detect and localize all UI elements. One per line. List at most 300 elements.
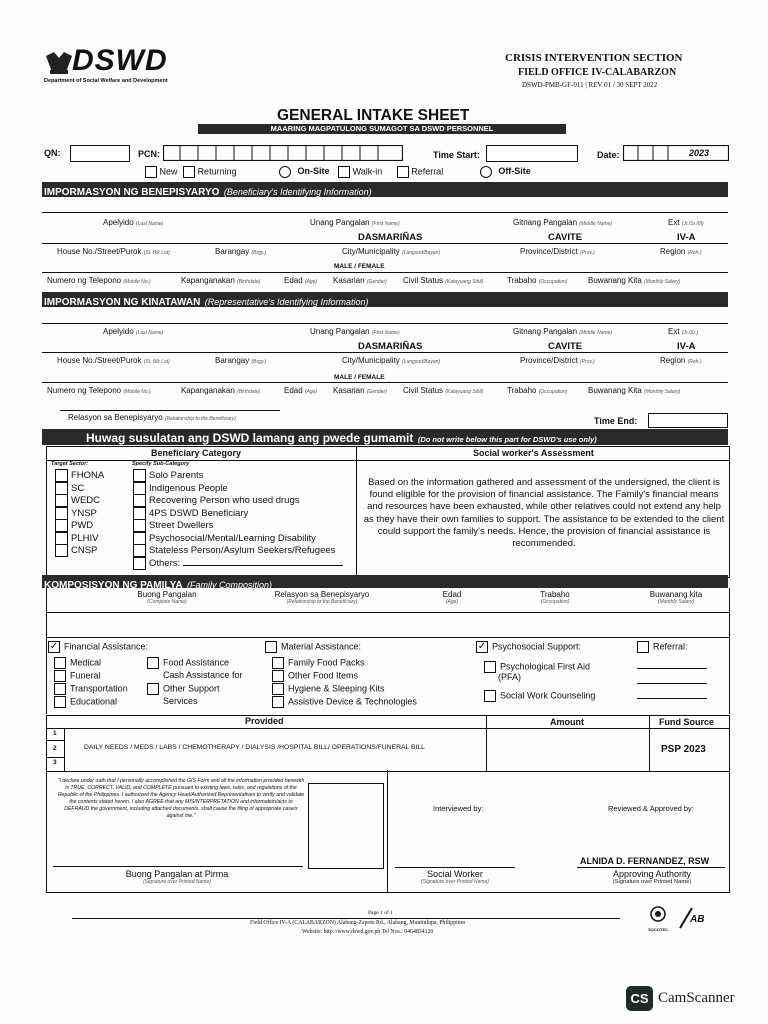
reviewed-by: Reviewed & Approved by:	[608, 804, 694, 813]
rep-kasarian	[333, 386, 387, 395]
ben-region-value: IV-A	[677, 232, 696, 243]
provided-table	[46, 715, 730, 772]
ben-contact-line	[42, 272, 728, 273]
ma-family-food	[272, 657, 417, 670]
ma-hygiene	[272, 683, 417, 696]
client-sig-sub: (Signature over Printed Name)	[143, 879, 211, 885]
ben-house	[57, 247, 170, 256]
rep-house-en: (St. Blk Lot)	[143, 359, 170, 365]
psychosocial-checkbox[interactable]: ✓	[477, 641, 487, 652]
onsite-radio[interactable]	[279, 166, 291, 178]
rep-city-label: City/Municipality	[342, 356, 400, 365]
ben-city	[342, 247, 440, 256]
subcat-street-checkbox[interactable]	[133, 519, 146, 532]
sector-cnsp-checkbox[interactable]	[55, 544, 68, 557]
sector-sc	[55, 482, 104, 495]
ben-trabaho	[507, 276, 567, 285]
subcat-indigenous-label: Indigenous People	[149, 482, 228, 494]
rep-relasyon-line	[60, 410, 280, 411]
ben-unang	[310, 218, 400, 227]
ben-apelyido-en: (Last Name)	[135, 221, 164, 227]
ps-pfa-label: Psychological First Aid	[500, 661, 591, 672]
ben-ext-en: (Jr./Sr./III)	[681, 221, 704, 227]
ben-unang-en: (First Name)	[371, 221, 400, 227]
approver-name: ALNIDA D. FERNANDEZ, RSW	[580, 856, 710, 866]
ben-ext	[668, 218, 704, 227]
ben-kasarian-label: Kasarian	[333, 276, 365, 285]
rep-gitnang	[513, 327, 612, 336]
sector-wedc-label: WEDC	[71, 495, 101, 507]
subcat-psychosocial-checkbox[interactable]	[133, 532, 146, 545]
sector-fhona	[55, 469, 104, 482]
rep-unang	[310, 327, 400, 336]
ben-house-label: House No./Street/Purok	[57, 247, 142, 256]
fa-educational-checkbox[interactable]	[54, 696, 66, 708]
ben-gitnang-en: (Middle Name)	[579, 221, 613, 227]
qn-label: QN:	[44, 148, 61, 158]
referral-checkbox[interactable]	[397, 166, 409, 178]
food-group	[147, 657, 243, 709]
fa-food-checkbox[interactable]	[147, 657, 159, 669]
rep-barangay-label: Barangay	[215, 356, 250, 365]
fa-funeral	[54, 670, 128, 683]
row-num-2: 2	[53, 745, 57, 752]
rep-barangay-en: (Brgy.)	[251, 359, 267, 365]
rep-civil	[403, 386, 483, 395]
psychosocial-group	[476, 641, 581, 654]
rep-barangay	[215, 356, 266, 365]
onsite-label: On-Site	[297, 166, 330, 177]
date-input[interactable]	[623, 145, 729, 161]
offsite-label: Off-Site	[498, 166, 531, 177]
sector-cnsp	[55, 544, 104, 557]
subcat-4ps	[133, 507, 343, 520]
subcat-recovering	[133, 494, 343, 507]
aa-sig-line	[577, 867, 725, 868]
family-col-name-sub: (Complete Name)	[147, 599, 187, 605]
rep-name-line	[42, 323, 728, 324]
row-num-3: 3	[53, 759, 57, 766]
sector-pwd-checkbox[interactable]	[55, 519, 68, 532]
ben-region-label: Region	[660, 247, 686, 256]
referral-assistance	[637, 641, 688, 654]
aa-sig-sub: (Signature over Printed Name)	[612, 879, 692, 885]
subcat-others-checkbox[interactable]	[133, 557, 146, 570]
ps-swc-checkbox[interactable]	[484, 690, 496, 702]
fa-other-support-label: Other Support	[163, 683, 220, 694]
financial-group	[48, 641, 148, 654]
ben-province-label: Province/District	[520, 247, 578, 256]
rep-city	[342, 356, 440, 365]
returning-checkbox[interactable]	[183, 166, 195, 178]
sector-ynsp-label: YNSP	[71, 507, 97, 519]
camscanner-watermark	[626, 986, 758, 1012]
time-end-label: Time End:	[594, 416, 638, 426]
family-col-relasyon	[237, 590, 407, 605]
rep-kita-en: (Monthly Salary)	[644, 389, 681, 395]
ma-assistive	[272, 696, 417, 709]
date-year: 2023	[689, 148, 710, 158]
subcat-4ps-label: 4PS DSWD Beneficiary	[149, 507, 249, 519]
ma-other-food	[272, 670, 417, 683]
subcat-stateless-label: Stateless Person/Asylum Seekers/Refugees	[149, 545, 336, 557]
crisis-section: CRISIS INTERVENTION SECTION	[505, 52, 683, 64]
rep-apelyido-label: Apelyido	[103, 327, 134, 336]
rep-trabaho	[507, 386, 567, 395]
aa-sig-label	[577, 869, 727, 885]
family-col-relasyon-label: Relasyon sa Benepisyaryo	[274, 590, 370, 599]
family-col-kita-sub: (Monthly Salary)	[657, 599, 695, 605]
sector-plhiv-label: PLHIV	[71, 532, 99, 544]
rep-telepono	[47, 386, 151, 395]
ps-swc	[484, 690, 595, 703]
material-label: Material Assistance:	[281, 641, 362, 652]
fa-educational	[54, 696, 128, 709]
sig-divider	[387, 770, 388, 892]
rep-unang-en: (First Name)	[371, 330, 400, 336]
ben-house-en: (St. Blk Lot)	[143, 250, 170, 256]
subcat-recovering-label: Recovering Person who used drugs	[149, 495, 300, 507]
target-sector-label: Target Sector:	[51, 461, 89, 467]
rep-civil-label: Civil Status	[403, 386, 444, 395]
family-bar-title: KOMPOSISYON NG PAMILYA	[44, 580, 183, 591]
fa-transportation-label: Transportation	[70, 683, 128, 694]
ps-pfa	[484, 661, 595, 672]
ps-pfa2	[484, 672, 595, 690]
fa-other-support-checkbox[interactable]	[147, 683, 159, 695]
fa-transportation-checkbox[interactable]	[54, 683, 66, 695]
rep-region-value: IV-A	[677, 341, 696, 352]
dswd-only-en: (Do not write below this part for DSWD's use only)	[417, 435, 597, 444]
ben-kita	[588, 276, 680, 285]
ben-apelyido	[103, 218, 163, 227]
provided-row-line	[47, 757, 64, 758]
sector-ynsp	[55, 507, 104, 520]
financial-label: Financial Assistance:	[64, 641, 149, 652]
signature-section	[46, 770, 730, 893]
sector-wedc	[55, 494, 104, 507]
ben-kapanganakan-label: Kapanganakan	[181, 276, 235, 285]
pcn-cells	[163, 145, 403, 161]
sector-pwd	[55, 519, 104, 532]
thumbmark-box[interactable]	[308, 783, 384, 869]
category-divider	[356, 447, 357, 577]
subtitle-bar	[198, 124, 566, 134]
client-sig-line	[53, 866, 303, 867]
ben-region	[660, 247, 702, 256]
ma-family-food-checkbox[interactable]	[272, 657, 284, 669]
form-code: DSWD-PMB-GF-011 | REV 01 / 30 SEPT 2022	[522, 81, 658, 89]
walkin-checkbox[interactable]	[338, 166, 350, 178]
subcat-others-label: Others:	[149, 557, 181, 569]
ps-pfa-checkbox[interactable]	[484, 661, 496, 673]
time-start-label: Time Start:	[433, 150, 480, 160]
beneficiary-bar	[42, 182, 728, 197]
subtitle-text: MAARING MAGPATULONG SUMAGOT SA DSWD PERSONNEL	[270, 124, 494, 133]
material-group	[265, 641, 361, 654]
ben-unang-label: Unang Pangalan	[310, 218, 370, 227]
fa-food	[147, 657, 243, 670]
subcat-recovering-checkbox[interactable]	[133, 494, 146, 507]
ben-province	[520, 247, 595, 256]
fa-medical-checkbox[interactable]	[54, 657, 66, 669]
ben-civil-label: Civil Status	[403, 276, 444, 285]
ben-barangay	[215, 247, 266, 256]
rep-address-line	[42, 352, 728, 353]
provided-col-line	[649, 716, 650, 771]
family-col-kita	[631, 590, 721, 605]
psychosocial-sub-group	[484, 661, 595, 703]
subcat-street-label: Street Dwellers	[149, 520, 214, 532]
dswd-logo-text: DSWD	[72, 44, 168, 77]
interviewed-by: Interviewed by:	[433, 804, 484, 813]
rep-house	[57, 356, 170, 365]
subcat-psychosocial	[133, 532, 343, 545]
rep-relasyon-label: Relasyon sa Benepisyaryo	[68, 413, 163, 422]
rep-province-value: CAVITE	[548, 341, 583, 352]
assessment-text: Based on the information gathered and assessment of the undersigned, the client is found eligible for the provision of financial assistance. The Family's financial means and resources have been exhausted, while other relatives could not extend any help as they have their own families to support. The assistance to be extended to the client could support the family's needs. Hence, the provision of financial assistance is recommended.	[363, 477, 725, 550]
rep-gitnang-label: Gitnang Pangalan	[513, 327, 578, 336]
fa-other-support	[147, 683, 243, 696]
family-col-name-label: Buong Pangalan	[137, 590, 197, 599]
beneficiary-bar-en: (Beneficiary's Identifying Information)	[223, 187, 372, 197]
sw-sig-sub: (Signature over Printed Name)	[421, 879, 489, 885]
footer-website: Website: http://www.dswd.gov.ph Tel Nos.: 0464834120	[302, 929, 434, 935]
rep-edad-label: Edad	[284, 386, 303, 395]
provided-header: Provided	[245, 716, 284, 726]
sector-sc-checkbox[interactable]	[55, 482, 68, 495]
ma-assistive-checkbox[interactable]	[272, 696, 284, 708]
ma-other-food-checkbox[interactable]	[272, 670, 284, 682]
family-col-trabaho-sub: (Occupation)	[540, 599, 570, 605]
subcat-indigenous-checkbox[interactable]	[133, 482, 146, 495]
sub-category-label: Specify Sub-Category	[132, 461, 190, 467]
ben-civil	[403, 276, 483, 285]
referral-line	[637, 698, 707, 699]
returning-label: Returning	[197, 166, 237, 177]
rep-kapanganakan-label: Kapanganakan	[181, 386, 235, 395]
ben-ext-label: Ext	[668, 218, 680, 227]
family-col-edad	[412, 590, 492, 605]
socotec-badge	[642, 906, 674, 932]
ben-barangay-label: Barangay	[215, 247, 250, 256]
ben-sex: MALE / FEMALE	[334, 263, 385, 270]
ben-kapanganakan	[181, 276, 260, 285]
footer-page: Page 1 of 1	[368, 910, 393, 916]
amount-header: Amount	[550, 717, 584, 727]
rep-house-label: House No./Street/Purok	[57, 356, 142, 365]
rep-ext-en: (Jr./Sr.)	[681, 330, 699, 336]
page-title: GENERAL INTAKE SHEET	[277, 107, 470, 124]
family-col-edad-label: Edad	[442, 590, 462, 599]
ben-name-line	[42, 212, 728, 213]
dswd-only-title: Huwag susulatan ang DSWD lamang ang pwede gumamit	[86, 431, 414, 445]
fa-food-label: Food Assistance	[163, 657, 230, 668]
sector-fhona-label: FHONA	[71, 470, 105, 482]
provided-col-line	[64, 728, 65, 771]
representative-bar-title: IMPORMASYON NG KINATAWAN	[44, 297, 201, 308]
ben-telepono-label: Numero ng Telepono	[47, 276, 122, 285]
financial-assistance	[48, 641, 148, 654]
material-checkbox[interactable]	[265, 641, 277, 653]
oath-text: "I declare under oath that I personally accomplished the GIS Form and all the information provided herewith is TRUE, CORRECT, VALID, and COMPLETE pursuant to existing laws, rules, and regulations of the Republic of the Philippines. I authorized the Agency Head/Authorized Representatives to verify and validate the contents stated herein. I also AGREE that any MISINTERPRETATION and information/acts to DEFRAUD the government, including attached documents, shall cause the filing of appropriate case/s against me."	[57, 778, 305, 819]
rep-kapanganakan-en: (Birthdate)	[237, 389, 261, 395]
client-sig-label	[67, 869, 287, 885]
rep-trabaho-label: Trabaho	[507, 386, 537, 395]
socotec-text: SOCOTEC	[648, 927, 668, 932]
ben-trabaho-label: Trabaho	[507, 276, 537, 285]
rep-civil-en: (Katayuang Sibil)	[445, 389, 484, 395]
fa-transportation	[54, 683, 128, 696]
fa-funeral-checkbox[interactable]	[54, 670, 66, 682]
ben-telepono-en: (Mobile No.)	[123, 279, 151, 285]
ben-kita-en: (Monthly Salary)	[644, 279, 681, 285]
rep-kasarian-en: (Gender)	[366, 389, 387, 395]
family-col-trabaho-label: Trabaho	[540, 590, 570, 599]
intake-type-row	[145, 166, 237, 178]
field-office: FIELD OFFICE IV-CALABARZON	[518, 67, 677, 78]
rep-province-label: Province/District	[520, 356, 578, 365]
ben-gitnang-label: Gitnang Pangalan	[513, 218, 578, 227]
ben-gitnang	[513, 218, 612, 227]
material-sub-group	[272, 657, 417, 709]
ben-kita-label: Buwanang Kita	[588, 276, 642, 285]
sector-plhiv	[55, 532, 104, 545]
family-col-relasyon-sub: (Relationship to the Beneficiary)	[286, 599, 358, 605]
category-header-row	[47, 447, 729, 461]
rep-kasarian-label: Kasarian	[333, 386, 365, 395]
ben-civil-en: (Katayuang Sibil)	[445, 279, 484, 285]
rep-province-en: (Prov.)	[580, 359, 595, 365]
referral-line	[637, 683, 707, 684]
rep-ext-label: Ext	[668, 327, 680, 336]
fa-educational-label: Educational	[70, 696, 118, 707]
rep-unang-label: Unang Pangalan	[310, 327, 370, 336]
pcn-input[interactable]	[163, 145, 403, 161]
referral-assist-checkbox[interactable]	[637, 641, 649, 653]
sector-wedc-checkbox[interactable]	[55, 494, 68, 507]
client-sig-name: Buong Pangalan at Pirma	[125, 869, 229, 879]
camscanner-badge: CS	[626, 986, 653, 1011]
time-start-input[interactable]	[486, 145, 578, 162]
time-end-input[interactable]	[648, 413, 728, 428]
ben-telepono	[47, 276, 151, 285]
ben-barangay-en: (Brgy.)	[251, 250, 267, 256]
new-checkbox[interactable]	[145, 166, 157, 178]
rep-relasyon	[68, 413, 236, 422]
ben-province-value: CAVITE	[548, 232, 583, 243]
site-row	[279, 166, 531, 178]
family-col-name	[87, 590, 247, 605]
assessment-title: Social worker's Assessment	[473, 448, 594, 458]
rep-relasyon-en: (Relationship to the Beneficiary)	[164, 416, 236, 422]
ben-edad	[284, 276, 317, 285]
subcat-others	[133, 557, 343, 570]
sector-pwd-label: PWD	[71, 520, 94, 532]
uab-badge	[676, 906, 712, 932]
ben-kasarian-en: (Gender)	[366, 279, 387, 285]
ben-apelyido-label: Apelyido	[103, 218, 134, 227]
subcat-stateless-checkbox[interactable]	[133, 544, 146, 557]
ben-trabaho-en: (Occupation)	[538, 279, 568, 285]
rep-apelyido-en: (Last Name)	[135, 330, 164, 336]
sector-fhona-checkbox[interactable]	[55, 469, 68, 482]
offsite-radio[interactable]	[480, 166, 492, 178]
ma-hygiene-checkbox[interactable]	[272, 683, 284, 695]
sector-plhiv-checkbox[interactable]	[55, 532, 68, 545]
dswd-logo-icon	[44, 50, 74, 76]
family-row-line	[47, 612, 729, 613]
representative-bar	[42, 292, 728, 307]
subcat-others-line[interactable]	[183, 565, 343, 566]
rep-telepono-en: (Mobile No.)	[123, 389, 151, 395]
qn-input[interactable]	[70, 145, 130, 162]
subcat-street	[133, 519, 343, 532]
fa-cash-for-label: Cash Assistance for	[163, 670, 243, 680]
family-col-kita-label: Buwanang kita	[649, 590, 703, 599]
rep-province	[520, 356, 595, 365]
pcn-label: PCN:	[138, 149, 160, 159]
subcat-solo-parents-checkbox[interactable]	[133, 469, 146, 482]
family-col-trabaho	[515, 590, 595, 605]
sw-sig-name: Social Worker	[427, 869, 483, 879]
financial-checkbox[interactable]: ✓	[49, 641, 59, 652]
family-bar-en: (Family Composition)	[187, 580, 273, 590]
ben-city-en: (Lungsod/Bayan)	[402, 250, 441, 256]
ma-family-food-label: Family Food Packs	[288, 657, 365, 668]
psychosocial-support	[476, 641, 581, 654]
fa-cash-for	[147, 670, 243, 683]
fa-services	[147, 696, 243, 709]
subcat-psychosocial-label: Psychosocial/Mental/Learning Disability	[149, 532, 316, 544]
rep-sex: MALE / FEMALE	[334, 374, 385, 381]
row-num-1: 1	[53, 730, 57, 737]
subcategory-list	[133, 469, 343, 569]
new-label: New	[159, 166, 178, 177]
provided-col-line	[486, 716, 487, 771]
aa-sig-name: Approving Authority	[612, 869, 692, 879]
rep-contact-line	[42, 382, 728, 383]
rep-city-en: (Lungsod/Bayan)	[402, 359, 441, 365]
fund-header: Fund Source	[659, 717, 715, 727]
referral-label: Referral	[411, 166, 444, 177]
walkin-label: Walk-in	[352, 166, 383, 177]
rep-trabaho-en: (Occupation)	[538, 389, 568, 395]
ben-city-value: DASMARIÑAS	[358, 232, 423, 243]
fa-medical	[54, 657, 128, 670]
ben-city-label: City/Municipality	[342, 247, 400, 256]
sector-ynsp-checkbox[interactable]	[55, 507, 68, 520]
uab-text: AB	[690, 914, 705, 925]
sector-list	[55, 469, 104, 557]
subcat-4ps-checkbox[interactable]	[133, 507, 146, 520]
sw-sig-line	[395, 867, 515, 868]
dswd-logo	[44, 46, 209, 88]
psychosocial-label: Psychosocial Support:	[492, 641, 582, 652]
representative-bar-en: (Representative's Identifying Information)	[204, 297, 369, 307]
socotec-icon	[647, 906, 669, 922]
rep-city-value: DASMARIÑAS	[358, 341, 423, 352]
dswd-only-bar	[42, 429, 728, 445]
rep-region-label: Region	[660, 356, 686, 365]
material-assistance	[265, 641, 361, 654]
subcat-stateless	[133, 544, 343, 557]
ma-other-food-label: Other Food Items	[288, 670, 359, 681]
referral-line	[637, 668, 707, 669]
rep-gitnang-en: (Middle Name)	[579, 330, 613, 336]
ben-address-line	[42, 243, 728, 244]
ben-kasarian	[333, 276, 387, 285]
